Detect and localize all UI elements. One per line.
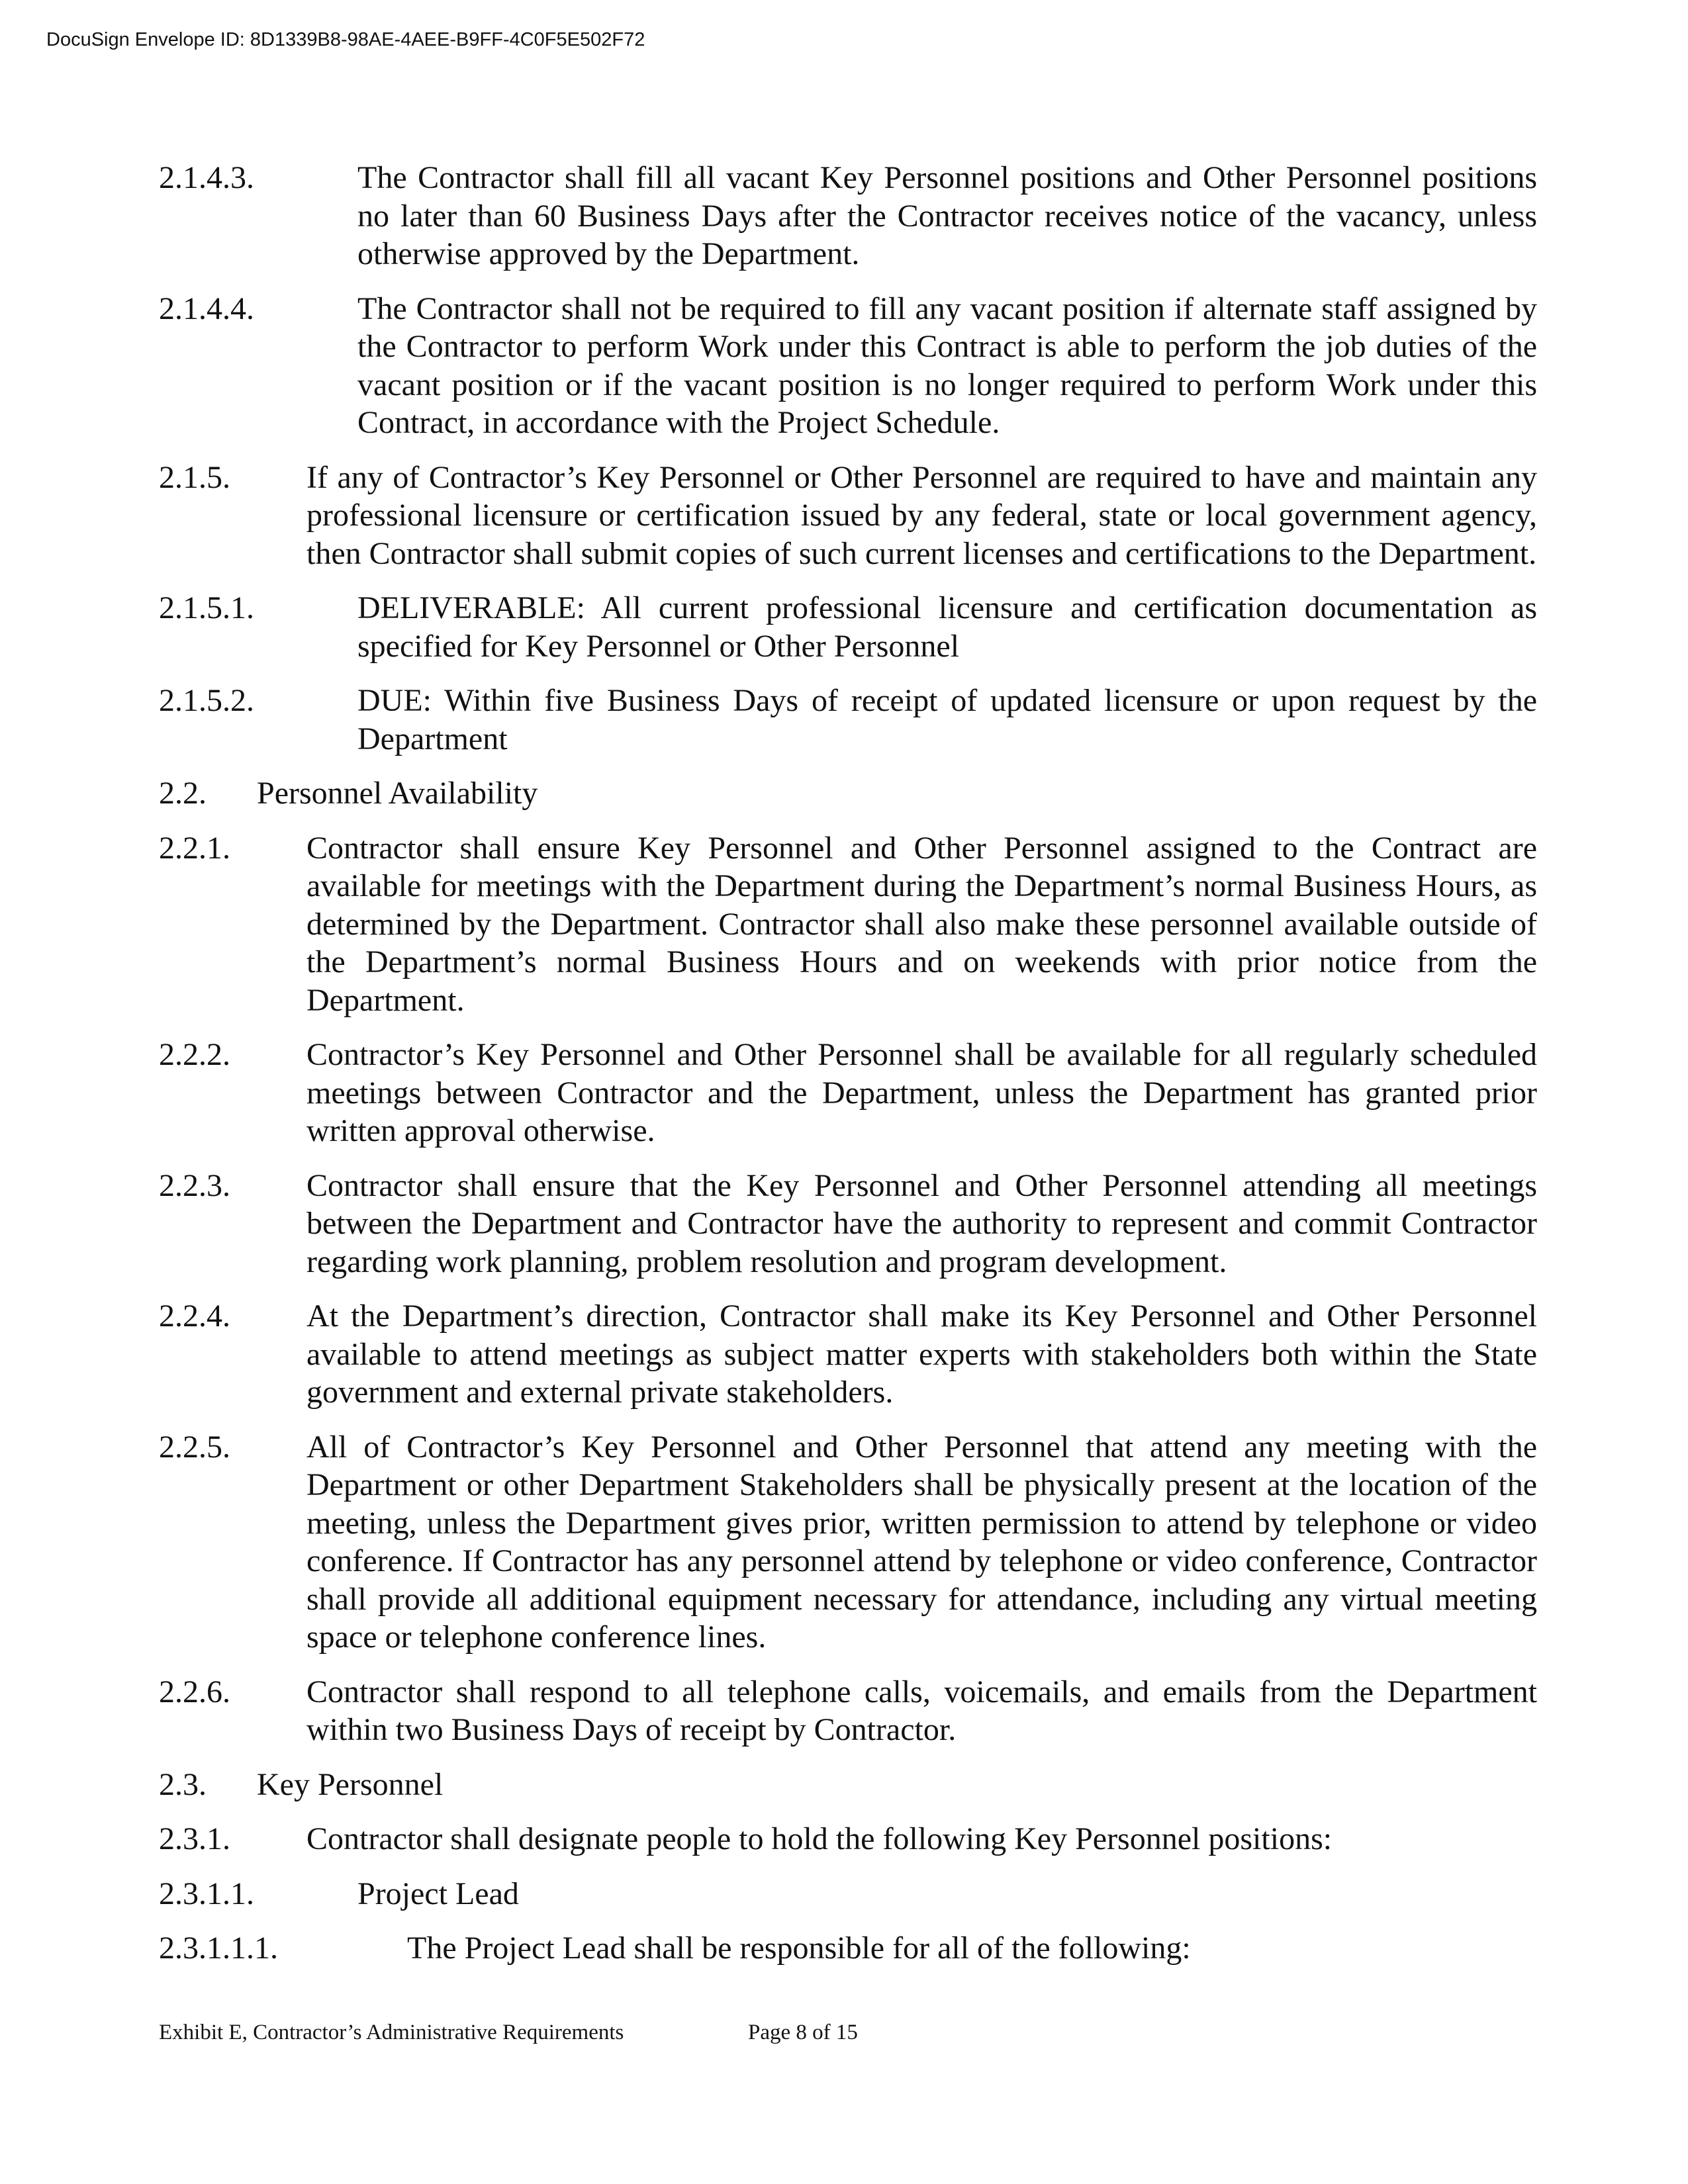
paragraph-text: Contractor shall ensure Key Personnel and Other Personnel assigned to the Contract are available for meetings with the Department during the Department’s normal Business Hours, as determined by the Department. Contractor shall also make these personnel available outside of the Department’s normal Business Hours and on weekends with prior notice from the Department. bbox=[306, 830, 1537, 1018]
paragraph-text: Contractor’s Key Personnel and Other Personnel shall be available for all regularly scheduled meetings between Contractor and the Department, unless the Department has granted prior written approval otherwise. bbox=[306, 1037, 1537, 1148]
paragraph-number: 2.3.1.1. bbox=[159, 1876, 254, 1911]
paragraph-number: 2.2.1. bbox=[159, 830, 230, 866]
paragraph-text: Contractor shall designate people to hold the following Key Personnel positions: bbox=[306, 1821, 1333, 1856]
paragraph-2-2-4 bbox=[0, 1297, 1688, 1412]
section-number: 2.2. bbox=[159, 776, 207, 811]
paragraph-number: 2.3.1.1.1. bbox=[159, 1931, 278, 1966]
document-body bbox=[0, 159, 1688, 1984]
paragraph-number: 2.2.6. bbox=[159, 1674, 230, 1709]
paragraph-text: The Contractor shall fill all vacant Key Personnel positions and Other Personnel positions no later than 60 Business Days after the Contractor receives notice of the vacancy, unless otherwise approved by the Department. bbox=[357, 160, 1537, 271]
paragraph-2-1-5 bbox=[0, 459, 1688, 573]
section-title: Key Personnel bbox=[257, 1766, 444, 1802]
paragraph-2-2-2 bbox=[0, 1036, 1688, 1150]
paragraph-number: 2.1.5. bbox=[159, 459, 230, 495]
paragraph-text: The Project Lead shall be responsible for all of the following: bbox=[407, 1931, 1191, 1966]
paragraph-2-1-5-1 bbox=[0, 589, 1688, 665]
paragraph-number: 2.2.3. bbox=[159, 1167, 230, 1203]
paragraph-2-3-1-1-1 bbox=[0, 1929, 1688, 1968]
docusign-envelope-id: DocuSign Envelope ID: 8D1339B8-98AE-4AEE-B9FF-4C0F5E502F72 bbox=[46, 29, 645, 50]
paragraph-2-1-4-4 bbox=[0, 290, 1688, 442]
paragraph-text: All of Contractor’s Key Personnel and Other Personnel that attend any meeting with the Department or other Department Stakeholders shall be physically present at the location of the meeting, unless the Department gives prior, written permission to attend by telephone or video conference. If Contractor has any personnel attend by telephone or video conference, Contractor shall provide all additional equipment necessary for attendance, including any virtual meeting space or telephone conference lines. bbox=[306, 1429, 1537, 1655]
paragraph-number: 2.1.4.4. bbox=[159, 291, 254, 326]
paragraph-text: DUE: Within five Business Days of receipt of updated licensure or upon request by the Department bbox=[357, 683, 1537, 756]
paragraph-2-1-5-2 bbox=[0, 682, 1688, 758]
footer-page-number: Page 8 of 15 bbox=[748, 2021, 858, 2044]
paragraph-number: 2.1.5.2. bbox=[159, 683, 254, 718]
paragraph-2-1-4-3 bbox=[0, 159, 1688, 273]
paragraph-2-2-5 bbox=[0, 1428, 1688, 1657]
paragraph-text: Contractor shall ensure that the Key Personnel and Other Personnel attending all meetings between the Department and Contractor have the authority to represent and commit Contractor regarding work planning, problem resolution and program development. bbox=[306, 1167, 1537, 1279]
section-heading-2-2 bbox=[0, 774, 1688, 813]
section-title: Personnel Availability bbox=[257, 776, 538, 811]
paragraph-number: 2.2.2. bbox=[159, 1037, 230, 1072]
paragraph-text: At the Department’s direction, Contractor shall make its Key Personnel and Other Personnel available to attend meetings as subject matter experts with stakeholders both within the State government and external private stakeholders. bbox=[306, 1298, 1537, 1410]
paragraph-number: 2.2.5. bbox=[159, 1429, 230, 1465]
paragraph-2-3-1 bbox=[0, 1820, 1688, 1858]
paragraph-2-3-1-1 bbox=[0, 1875, 1688, 1913]
paragraph-text: Project Lead bbox=[357, 1876, 519, 1911]
paragraph-text: Contractor shall respond to all telephone calls, voicemails, and emails from the Department within two Business Days of receipt by Contractor. bbox=[306, 1674, 1537, 1747]
paragraph-text: If any of Contractor’s Key Personnel or Other Personnel are required to have and maintain any professional licensure or certification issued by any federal, state or local government agency, then Contractor shall submit copies of such current licenses and certifications to the Department. bbox=[306, 459, 1537, 571]
paragraph-number: 2.2.4. bbox=[159, 1298, 230, 1334]
paragraph-number: 2.1.5.1. bbox=[159, 590, 254, 625]
paragraph-2-2-1 bbox=[0, 829, 1688, 1020]
footer-document-title: Exhibit E, Contractor’s Administrative Requirements bbox=[159, 2021, 624, 2044]
paragraph-number: 2.1.4.3. bbox=[159, 160, 254, 195]
paragraph-2-2-6 bbox=[0, 1673, 1688, 1749]
paragraph-text: DELIVERABLE: All current professional licensure and certification documentation as specified for Key Personnel or Other Personnel bbox=[357, 590, 1537, 664]
paragraph-2-2-3 bbox=[0, 1167, 1688, 1281]
paragraph-number: 2.3.1. bbox=[159, 1821, 230, 1856]
section-heading-2-3 bbox=[0, 1766, 1688, 1804]
section-number: 2.3. bbox=[159, 1766, 207, 1802]
paragraph-text: The Contractor shall not be required to fill any vacant position if alternate staff assigned by the Contractor to perform Work under this Contract is able to perform the job duties of the vacant position or if the vacant position is no longer required to perform Work under this Contract, in accordance with the Project Schedule. bbox=[357, 291, 1537, 440]
